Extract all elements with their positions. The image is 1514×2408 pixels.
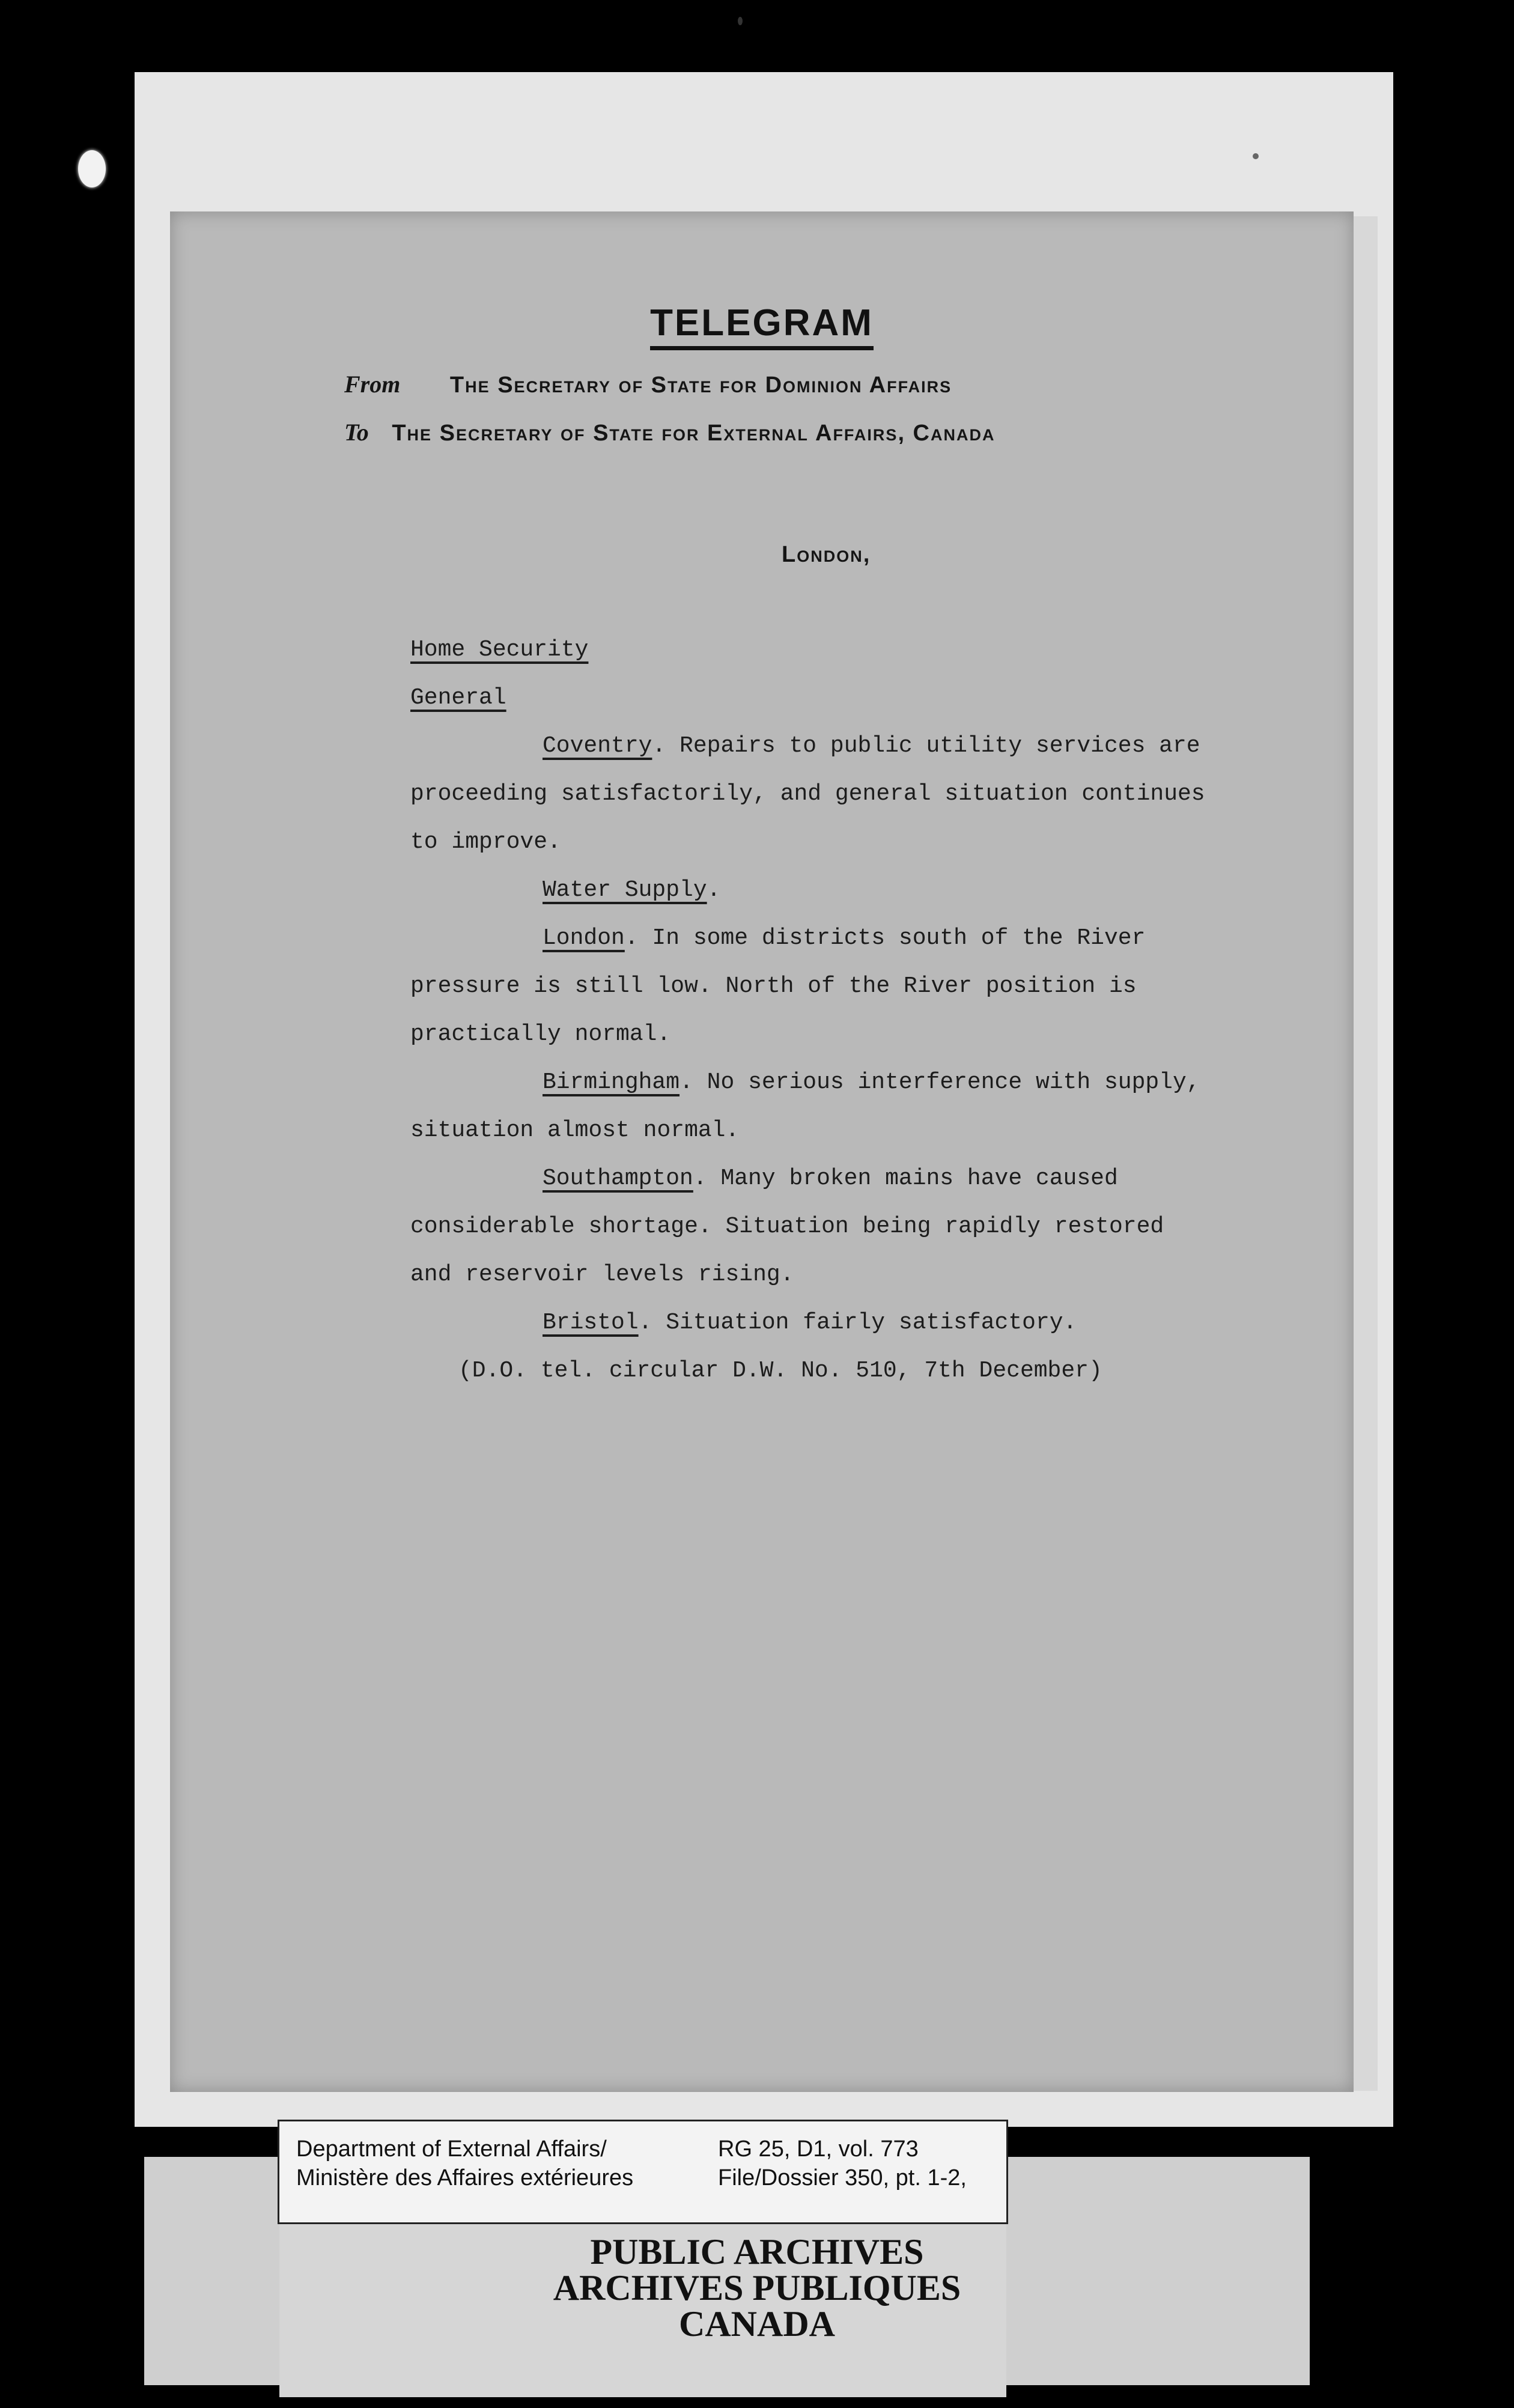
birmingham-heading: Birmingham	[543, 1069, 680, 1095]
film-speck	[1253, 153, 1259, 159]
birmingham-text: . No serious interference with supply,	[679, 1069, 1200, 1095]
section-general: General	[410, 685, 506, 711]
file-dossier: File/Dossier 350, pt. 1-2,	[718, 2165, 967, 2191]
london-text: . In some districts south of the River	[624, 925, 1146, 951]
public-archives-stamp	[0, 2234, 1514, 2342]
dept-english: Department of External Affairs/	[296, 2136, 607, 2162]
to-text: The Secretary of State for External Affairs, Canada	[392, 421, 996, 446]
water-supply-tail: .	[707, 877, 721, 903]
archives-line-2: ARCHIVES PUBLIQUES	[553, 2268, 961, 2308]
water-supply-heading: Water Supply	[543, 877, 707, 903]
archives-line-3: CANADA	[679, 2304, 835, 2344]
place-name: London,	[782, 542, 871, 567]
london-heading: London	[543, 925, 625, 951]
southampton-text-2: considerable shortage. Situation being rapidly restored	[410, 1214, 1164, 1239]
punch-hole	[78, 150, 106, 187]
telegram-body	[410, 626, 1324, 1395]
coventry-text: . Repairs to public utility services are	[652, 733, 1200, 759]
reference-line: (D.O. tel. circular D.W. No. 510, 7th December)	[458, 1358, 1102, 1384]
bristol-text: . Situation fairly satisfactory.	[638, 1310, 1077, 1336]
coventry-heading: Coventry	[543, 733, 652, 759]
telegram-heading	[170, 302, 1354, 344]
telegram-sheet	[170, 211, 1354, 2092]
from-line	[344, 370, 952, 398]
label-department	[296, 2135, 633, 2192]
sheet-edge	[1354, 216, 1378, 2091]
coventry-text-3: to improve.	[410, 829, 561, 855]
from-text: The Secretary of State for Dominion Affairs	[449, 372, 952, 398]
southampton-heading: Southampton	[543, 1166, 693, 1191]
london-text-3: practically normal.	[410, 1021, 671, 1047]
archives-line-1: PUBLIC ARCHIVES	[590, 2232, 924, 2272]
bristol-heading: Bristol	[543, 1310, 639, 1336]
film-speck	[738, 17, 743, 25]
from-label: From	[344, 371, 401, 398]
coventry-text-2: proceeding satisfactorily, and general situation continues	[410, 781, 1205, 807]
heading-text: TELEGRAM	[650, 302, 874, 350]
to-label: To	[344, 419, 369, 446]
section-home-security: Home Security	[410, 637, 589, 663]
southampton-text-3: and reservoir levels rising.	[410, 1262, 794, 1288]
label-reference	[718, 2135, 967, 2192]
southampton-text: . Many broken mains have caused	[693, 1166, 1118, 1191]
record-group: RG 25, D1, vol. 773	[718, 2136, 919, 2162]
dept-french: Ministère des Affaires extérieures	[296, 2165, 634, 2191]
archive-label	[278, 2120, 1008, 2224]
london-text-2: pressure is still low. North of the River position is	[410, 973, 1137, 999]
to-line	[344, 418, 996, 446]
birmingham-text-2: situation almost normal.	[410, 1117, 740, 1143]
